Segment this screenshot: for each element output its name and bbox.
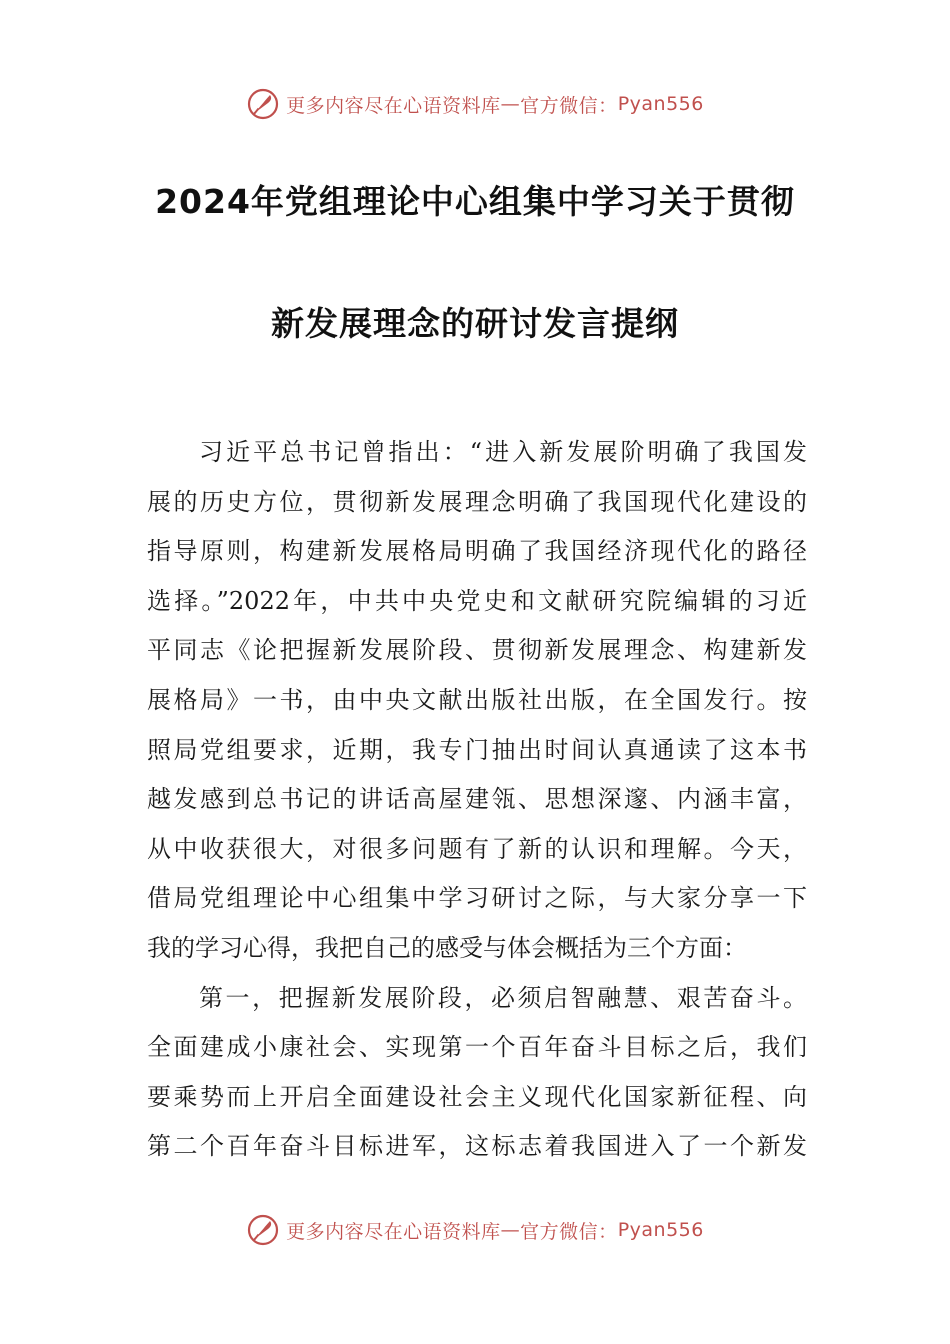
body-line: 第二个百年奋斗目标进军，这标志着我国进入了一个新发 bbox=[147, 1132, 807, 1161]
watermark-wechat-label: 官方微信： bbox=[520, 94, 618, 117]
watermark-footer bbox=[0, 1210, 950, 1250]
feather-pen-logo-icon bbox=[246, 87, 280, 121]
watermark-wechat-id: Pyan556 bbox=[617, 93, 704, 115]
body-line: 我的学习心得，我把自己的感受与体会概括为三个方面： bbox=[147, 933, 747, 962]
body-line: 全面建成小康社会、实现第一个百年奋斗目标之后，我们 bbox=[147, 1033, 807, 1062]
body-line: 照局党组要求，近期，我专门抽出时间认真通读了这本书 bbox=[147, 735, 807, 764]
watermark-wechat-label: 官方微信： bbox=[520, 1220, 618, 1243]
body-line: 习近平总书记曾指出：“进入新发展阶明确了我国发 bbox=[199, 438, 807, 466]
body-line: 展格局》一书，由中央文献出版社出版，在全国发行。按 bbox=[147, 685, 807, 714]
body-line: 越发感到总书记的讲话高屋建瓴、思想深邃、内涵丰富， bbox=[147, 785, 807, 814]
document-body bbox=[147, 428, 807, 1172]
feather-pen-logo-icon bbox=[246, 1213, 280, 1247]
watermark-separator: — bbox=[500, 93, 521, 115]
watermark-prefix-text: 更多内容尽在心语资料库 bbox=[286, 1220, 501, 1243]
watermark-wechat-id: Pyan556 bbox=[617, 1219, 704, 1241]
document-title-line-2: 新发展理念的研讨发言提纲 bbox=[271, 304, 679, 343]
body-line: 要乘势而上开启全面建设社会主义现代化国家新征程、向 bbox=[147, 1082, 807, 1111]
watermark-separator: — bbox=[500, 1219, 521, 1241]
body-line: 展的历史方位，贯彻新发展理念明确了我国现代化建设的 bbox=[147, 487, 807, 516]
watermark-prefix-text: 更多内容尽在心语资料库 bbox=[286, 94, 501, 117]
document-title-line-1: 2024年党组理论中心组集中学习关于贯彻 bbox=[155, 182, 795, 221]
body-line: 借局党组理论中心组集中学习研讨之际，与大家分享一下 bbox=[147, 884, 807, 913]
body-line: 平同志《论把握新发展阶段、贯彻新发展理念、构建新发 bbox=[147, 636, 807, 665]
body-line: 从中收获很大，对很多问题有了新的认识和理解。今天， bbox=[147, 834, 807, 863]
body-line: 第一，把握新发展阶段，必须启智融慧、艰苦奋斗。 bbox=[199, 983, 807, 1012]
body-line: 指导原则，构建新发展格局明确了我国经济现代化的路径 bbox=[147, 537, 807, 566]
watermark-header bbox=[0, 84, 950, 124]
body-line: 选择。”2022年，中共中央党史和文献研究院编辑的习近 bbox=[147, 586, 807, 615]
